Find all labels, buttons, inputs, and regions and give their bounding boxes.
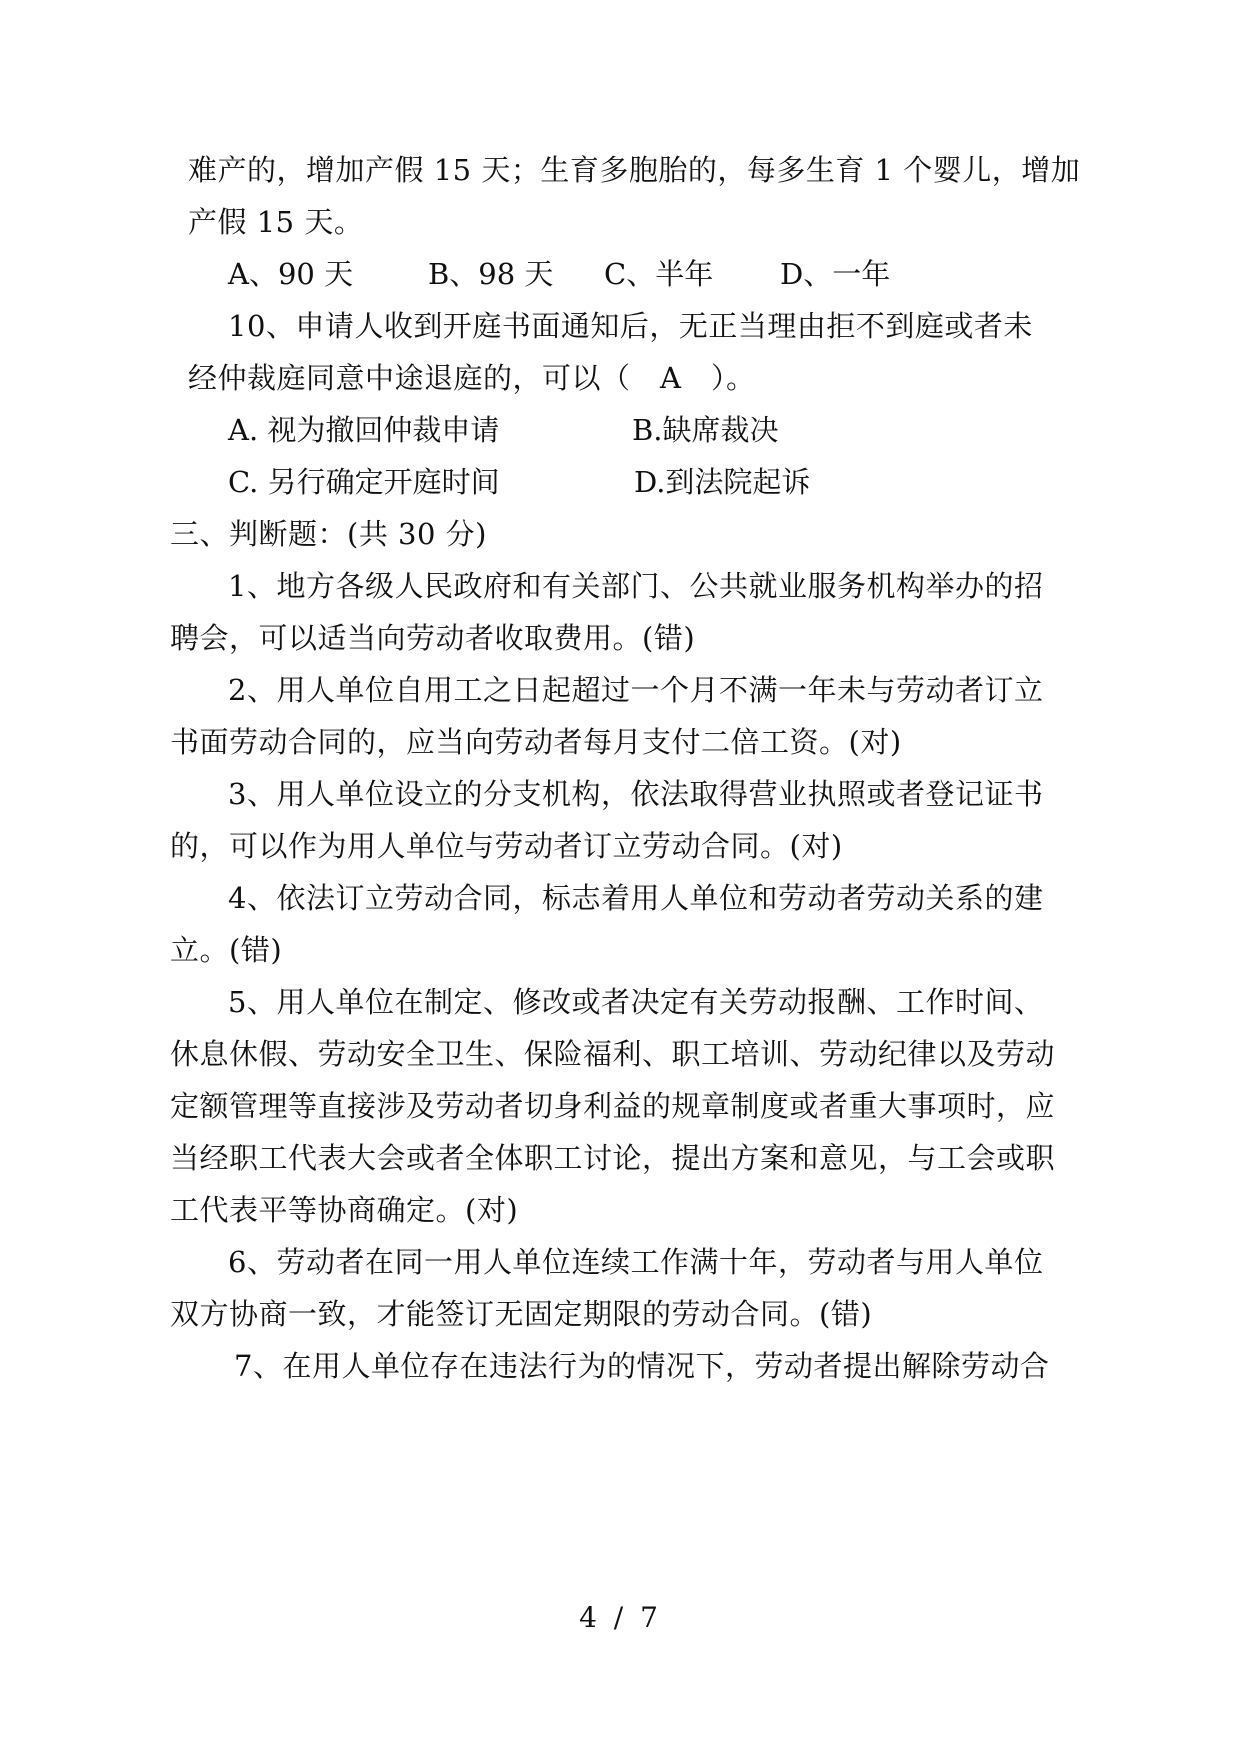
judgment-2-line-1: 2、用人单位自用工之日起超过一个月不满一年未与劳动者订立 — [228, 673, 1044, 707]
judgment-3-line-1: 3、用人单位设立的分支机构，依法取得营业执照或者登记证书 — [228, 777, 1044, 811]
q10-option-c: C. 另行确定开庭时间 — [228, 465, 500, 499]
judgment-7-line-1: 7、在用人单位存在违法行为的情况下，劳动者提出解除劳动合 — [234, 1349, 1050, 1383]
judgment-5-line-1: 5、用人单位在制定、修改或者决定有关劳动报酬、工作时间、 — [228, 985, 1044, 1019]
judgment-2-line-2: 书面劳动合同的，应当向劳动者每月支付二倍工资。(对) — [170, 725, 902, 759]
q10-option-a: A. 视为撤回仲裁申请 — [228, 413, 500, 447]
q9-line-1: 难产的，增加产假 15 天；生育多胞胎的，每多生育 1 个婴儿，增加 — [188, 153, 1081, 187]
q10-option-b: B.缺席裁决 — [632, 413, 779, 447]
judgment-5-line-2: 休息休假、劳动安全卫生、保险福利、职工培训、劳动纪律以及劳动 — [170, 1037, 1056, 1071]
judgment-5-line-4: 当经职工代表大会或者全体职工讨论，提出方案和意见，与工会或职 — [170, 1141, 1056, 1175]
judgment-6-line-2: 双方协商一致，才能签订无固定期限的劳动合同。(错) — [170, 1297, 873, 1331]
judgment-4-line-2: 立。(错) — [170, 933, 283, 967]
q9-option-d: D、一年 — [780, 257, 891, 291]
q10-line-1: 10、申请人收到开庭书面通知后，无正当理由拒不到庭或者未 — [228, 309, 1033, 343]
judgment-5-line-5: 工代表平等协商确定。(对) — [170, 1193, 519, 1227]
judgment-4-line-1: 4、依法订立劳动合同，标志着用人单位和劳动者劳动关系的建 — [228, 881, 1044, 915]
judgment-6-line-1: 6、劳动者在同一用人单位连续工作满十年，劳动者与用人单位 — [228, 1245, 1044, 1279]
q9-option-c: C、半年 — [604, 257, 714, 291]
judgment-3-line-2: 的，可以作为用人单位与劳动者订立劳动合同。(对) — [170, 829, 843, 863]
q9-option-a: A、90 天 — [228, 257, 354, 291]
q9-option-b: B、98 天 — [428, 257, 554, 291]
q10-line-2: 经仲裁庭同意中途退庭的，可以（ A ）。 — [188, 361, 756, 395]
judgment-5-line-3: 定额管理等直接涉及劳动者切身利益的规章制度或者重大事项时，应 — [170, 1089, 1056, 1123]
q9-line-2: 产假 15 天。 — [188, 205, 364, 239]
section-heading: 三、判断题：(共 30 分) — [170, 517, 487, 551]
judgment-1-line-2: 聘会，可以适当向劳动者收取费用。(错) — [170, 621, 696, 655]
q10-option-d: D.到法院起诉 — [634, 465, 811, 499]
judgment-1-line-1: 1、地方各级人民政府和有关部门、公共就业服务机构举办的招 — [228, 569, 1044, 603]
page-number: 4 / 7 — [579, 1601, 662, 1634]
